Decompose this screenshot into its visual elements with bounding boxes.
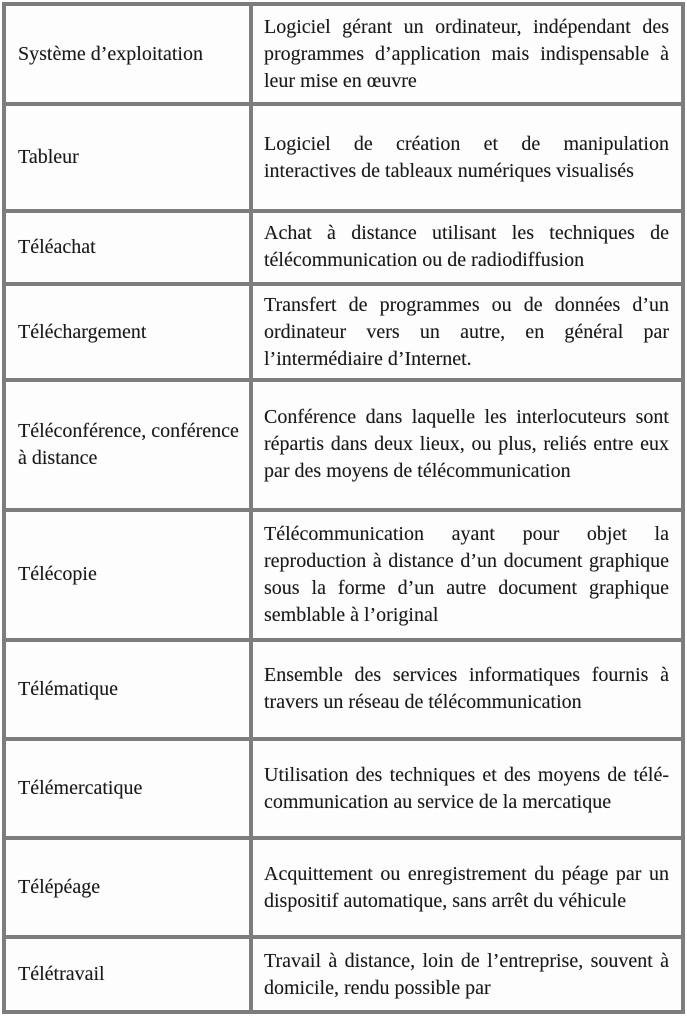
term-text: Tableur	[18, 146, 79, 169]
definition-text: Travail à distance, loin de l’entreprise, souvent à domicile, rendu possible par	[264, 949, 669, 999]
definition-cell	[251, 211, 683, 284]
table-row	[4, 937, 683, 1012]
table-row	[4, 380, 683, 509]
table-row	[4, 739, 683, 838]
term-text: Télétravail	[18, 963, 105, 986]
term-cell	[4, 284, 251, 380]
table-row	[4, 4, 683, 104]
term-cell	[4, 640, 251, 739]
definition-cell	[251, 284, 683, 380]
table-row	[4, 284, 683, 380]
term-cell	[4, 739, 251, 838]
term-cell	[4, 937, 251, 1012]
table-row	[4, 510, 683, 640]
definition-cell	[251, 739, 683, 838]
definition-cell	[251, 838, 683, 937]
definition-text: Utilisation des techniques et des moyens de télé-communication au service de la mercatique	[264, 763, 669, 813]
term-cell	[4, 838, 251, 937]
definition-text: Télécommunication ayant pour objet la reproduction à distance d’un document graphique sous la forme d’un autre document graphique semblable à l’original	[264, 522, 669, 626]
definition-text: Logiciel de création et de manipulation interactives de tableaux numériques visualisés	[264, 132, 669, 182]
definition-text: Acquittement ou enregistrement du péage par un dispositif automatique, sans arrêt du véhicule	[264, 862, 669, 912]
definition-text: Conférence dans laquelle les interlocuteurs sont répartis dans deux lieux, ou plus, reliés entre eux par des moyens de télécommunication	[264, 406, 669, 483]
glossary-table	[2, 2, 685, 1014]
term-text: Télémercatique	[18, 777, 143, 800]
term-cell	[4, 510, 251, 640]
definition-cell	[251, 380, 683, 509]
term-cell	[4, 104, 251, 210]
table-row	[4, 104, 683, 210]
term-text: Télématique	[18, 677, 118, 700]
definition-cell	[251, 937, 683, 1012]
term-text: Téléachat	[18, 235, 96, 258]
definition-text: Logiciel gérant un ordinateur, indépendant des programmes d’application mais indispensable à leur mise en œuvre	[264, 15, 669, 92]
term-text: Téléchargement	[18, 320, 147, 343]
definition-text: Achat à distance utilisant les techniques de télécommunication ou de radiodiffusion	[264, 222, 669, 272]
term-cell	[4, 211, 251, 284]
definition-text: Transfert de programmes ou de données d’un ordinateur vers un autre, en général par l’intermédiaire d’Internet.	[264, 293, 669, 370]
term-text: Système d’exploitation	[18, 42, 203, 65]
term-cell	[4, 380, 251, 509]
definition-text: Ensemble des services informatiques fournis à travers un réseau de télécommunication	[264, 664, 669, 714]
definition-cell	[251, 4, 683, 104]
term-text: Télécopie	[18, 563, 97, 586]
table-row	[4, 838, 683, 937]
definition-cell	[251, 640, 683, 739]
table-row	[4, 211, 683, 284]
term-cell	[4, 4, 251, 104]
table-row	[4, 640, 683, 739]
term-text: Téléconférence, conférence à distance	[18, 419, 239, 469]
definition-cell	[251, 104, 683, 210]
term-text: Télépéage	[18, 876, 101, 899]
definition-cell	[251, 510, 683, 640]
